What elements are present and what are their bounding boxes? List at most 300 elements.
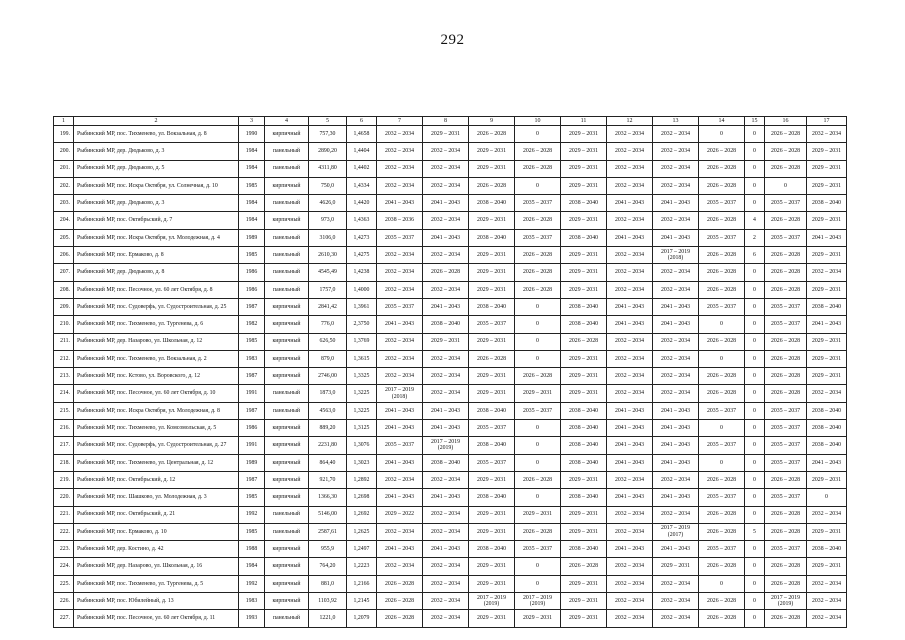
table-cell: Рыбинский МР, пос. Ермаково, д. 8 xyxy=(74,247,239,264)
table-cell: 2035 – 2037 xyxy=(469,316,515,333)
table-cell: 2029 – 2031 xyxy=(469,385,515,402)
table-cell: 2032 – 2034 xyxy=(807,126,847,143)
table-cell: 2038 – 2040 xyxy=(469,195,515,212)
table-cell: 2032 – 2034 xyxy=(377,264,423,281)
table-cell: 2035 – 2037 xyxy=(515,541,561,558)
table-cell: 2746,00 xyxy=(309,368,347,385)
table-cell: 2041 – 2043 xyxy=(653,298,699,315)
table-cell: 2038 – 2040 xyxy=(423,454,469,471)
table-cell: 2032 – 2034 xyxy=(807,575,847,592)
table-cell: 2026 – 2028 xyxy=(699,368,745,385)
table-cell: кирпичный xyxy=(265,177,309,194)
table-cell: Рыбинский МР, дер. Дюдьково, д. 8 xyxy=(74,264,239,281)
table-cell: 223. xyxy=(54,541,74,558)
table-cell: 1985 xyxy=(239,247,265,264)
table-cell: 2041 – 2043 xyxy=(653,437,699,454)
table-cell: 2029 – 2031 xyxy=(423,126,469,143)
table-cell: 1,2145 xyxy=(347,593,377,610)
table-cell: Рыбинский МР, пос. Искра Октября, ул. Молодежная, д. 4 xyxy=(74,229,239,246)
table-cell: 2041 – 2043 xyxy=(377,454,423,471)
table-cell: Рыбинский МР, пос. Песочное, ул. 60 лет Октября, д. 10 xyxy=(74,385,239,402)
table-cell: 2038 – 2036 xyxy=(377,212,423,229)
table-cell: 2017 – 2019 (2019) xyxy=(423,437,469,454)
table-cell: Рыбинский МР, пос. Тихменево, ул. Центральная, д. 12 xyxy=(74,454,239,471)
table-cell: 2026 – 2028 xyxy=(699,558,745,575)
table-cell: 2032 – 2034 xyxy=(653,333,699,350)
table-cell: 2032 – 2034 xyxy=(423,558,469,575)
table-cell: 2032 – 2034 xyxy=(653,610,699,627)
table-cell: панельный xyxy=(265,160,309,177)
table-cell: 2029 – 2031 xyxy=(807,281,847,298)
table-cell: 1,2692 xyxy=(347,506,377,523)
table-cell: 1,3225 xyxy=(347,402,377,419)
table-cell: 2032 – 2034 xyxy=(607,264,653,281)
table-cell: 2032 – 2034 xyxy=(423,593,469,610)
table-cell: 1103,92 xyxy=(309,593,347,610)
table-cell: 1983 xyxy=(239,593,265,610)
table-cell: 2038 – 2040 xyxy=(807,541,847,558)
table-cell: 2032 – 2034 xyxy=(807,593,847,610)
table-cell: 2035 – 2037 xyxy=(765,437,807,454)
table-cell: Рыбинский МР, пос. Тихменево, ул. Тургенева, д. 5 xyxy=(74,575,239,592)
table-cell: 750,0 xyxy=(309,177,347,194)
table-cell: 2041 – 2043 xyxy=(607,454,653,471)
table-cell: 1366,30 xyxy=(309,489,347,506)
table-cell: 0 xyxy=(807,489,847,506)
table-cell: 1989 xyxy=(239,454,265,471)
table-cell: 2032 – 2034 xyxy=(607,126,653,143)
table-cell: 2029 – 2031 xyxy=(807,212,847,229)
table-cell: 626,50 xyxy=(309,333,347,350)
table-cell: 2035 – 2037 xyxy=(699,229,745,246)
table-cell: панельный xyxy=(265,402,309,419)
table-cell: 0 xyxy=(515,489,561,506)
table-cell: 0 xyxy=(515,437,561,454)
table-cell: 2032 – 2034 xyxy=(607,333,653,350)
table-cell: 2035 – 2037 xyxy=(765,402,807,419)
table-cell: 2029 – 2031 xyxy=(469,212,515,229)
table-cell: 2029 – 2031 xyxy=(469,506,515,523)
table-cell: 2041 – 2043 xyxy=(653,402,699,419)
table-cell: 2035 – 2037 xyxy=(515,402,561,419)
table-cell: 2032 – 2034 xyxy=(807,506,847,523)
table-cell: кирпичный xyxy=(265,126,309,143)
table-cell: 2029 – 2031 xyxy=(515,385,561,402)
table-cell: кирпичный xyxy=(265,333,309,350)
table-row xyxy=(54,541,847,558)
table-cell: 2029 – 2031 xyxy=(469,333,515,350)
table-cell: 2032 – 2034 xyxy=(653,385,699,402)
table-row xyxy=(54,402,847,419)
table-cell: 2032 – 2034 xyxy=(653,212,699,229)
register-body xyxy=(54,117,847,628)
table-cell: 2029 – 2031 xyxy=(807,350,847,367)
table-cell: 0 xyxy=(745,264,765,281)
table-cell: 764,20 xyxy=(309,558,347,575)
column-number-cell: 5 xyxy=(309,117,347,126)
table-cell: 3106,0 xyxy=(309,229,347,246)
table-cell: 2032 – 2034 xyxy=(807,385,847,402)
table-cell: Рыбинский МР, пос. Тихменево, ул. Вокзальная, д. 2 xyxy=(74,350,239,367)
table-cell: 2026 – 2028 xyxy=(765,143,807,160)
table-cell: 1,3125 xyxy=(347,420,377,437)
table-row xyxy=(54,126,847,143)
column-number-cell: 1 xyxy=(54,117,74,126)
table-cell: 2041 – 2043 xyxy=(607,420,653,437)
table-cell: 2026 – 2028 xyxy=(699,281,745,298)
table-cell: 2026 – 2028 xyxy=(515,143,561,160)
table-cell: 2026 – 2028 xyxy=(699,247,745,264)
table-cell: 2026 – 2028 xyxy=(469,126,515,143)
table-cell: 2038 – 2040 xyxy=(561,541,607,558)
table-cell: 2029 – 2031 xyxy=(561,264,607,281)
table-cell: 1988 xyxy=(239,541,265,558)
table-cell: 2032 – 2034 xyxy=(377,247,423,264)
table-cell: 2041 – 2043 xyxy=(653,454,699,471)
table-cell: 2029 – 2031 xyxy=(561,126,607,143)
table-cell: 879,0 xyxy=(309,350,347,367)
table-cell: 2029 – 2031 xyxy=(423,333,469,350)
table-cell: 1985 xyxy=(239,489,265,506)
table-cell: 2038 – 2040 xyxy=(561,195,607,212)
table-cell: 2032 – 2034 xyxy=(423,575,469,592)
table-cell: 225. xyxy=(54,575,74,592)
table-cell: 2029 – 2031 xyxy=(561,247,607,264)
table-row xyxy=(54,437,847,454)
table-cell: 2026 – 2028 xyxy=(699,610,745,627)
table-cell: 2041 – 2043 xyxy=(423,541,469,558)
table-cell: Рыбинский МР, пос. Кстово, ул. Воровского, д. 12 xyxy=(74,368,239,385)
table-cell: 2026 – 2028 xyxy=(515,471,561,488)
table-cell: 2890,20 xyxy=(309,143,347,160)
table-cell: 1,4000 xyxy=(347,281,377,298)
table-cell: кирпичный xyxy=(265,420,309,437)
table-cell: кирпичный xyxy=(265,316,309,333)
table-cell: 227. xyxy=(54,610,74,627)
table-cell: 921,70 xyxy=(309,471,347,488)
table-cell: 0 xyxy=(745,195,765,212)
table-cell: 2041 – 2043 xyxy=(807,454,847,471)
table-cell: 2041 – 2043 xyxy=(607,541,653,558)
table-cell: 4311,80 xyxy=(309,160,347,177)
table-cell: 222. xyxy=(54,523,74,540)
table-cell: 2032 – 2034 xyxy=(423,610,469,627)
table-cell: 776,0 xyxy=(309,316,347,333)
table-cell: 226. xyxy=(54,593,74,610)
table-cell: 1,3023 xyxy=(347,454,377,471)
table-cell: кирпичный xyxy=(265,489,309,506)
table-cell: 2041 – 2043 xyxy=(653,195,699,212)
table-cell: 2035 – 2037 xyxy=(469,420,515,437)
table-cell: 1982 xyxy=(239,316,265,333)
table-cell: 2026 – 2028 xyxy=(765,385,807,402)
table-cell: 0 xyxy=(745,160,765,177)
table-cell: 2032 – 2034 xyxy=(377,160,423,177)
table-cell: 2032 – 2034 xyxy=(653,471,699,488)
table-cell: Рыбинский МР, дер. Назарово, ул. Школьная, д. 12 xyxy=(74,333,239,350)
table-cell: 1873,0 xyxy=(309,385,347,402)
table-cell: 2841,42 xyxy=(309,298,347,315)
table-cell: 2041 – 2043 xyxy=(653,489,699,506)
table-cell: 2032 – 2034 xyxy=(653,264,699,281)
table-cell: 2029 – 2031 xyxy=(515,610,561,627)
table-cell: 2026 – 2028 xyxy=(515,160,561,177)
table-row xyxy=(54,368,847,385)
table-cell: 6 xyxy=(745,247,765,264)
table-cell: 2029 – 2031 xyxy=(807,558,847,575)
table-cell: 211. xyxy=(54,333,74,350)
table-cell: 2017 – 2019 (2018) xyxy=(653,247,699,264)
table-cell: 1993 xyxy=(239,610,265,627)
table-cell: панельный xyxy=(265,281,309,298)
table-cell: 2029 – 2022 xyxy=(377,506,423,523)
table-cell: 2041 – 2043 xyxy=(423,298,469,315)
table-cell: 2029 – 2031 xyxy=(807,523,847,540)
table-cell: 2035 – 2037 xyxy=(699,489,745,506)
table-cell: 2026 – 2028 xyxy=(765,160,807,177)
table-cell: 2,3750 xyxy=(347,316,377,333)
table-cell: 2032 – 2034 xyxy=(607,471,653,488)
table-cell: 200. xyxy=(54,143,74,160)
table-cell: 2041 – 2043 xyxy=(377,420,423,437)
table-cell: 2026 – 2028 xyxy=(765,126,807,143)
table-cell: 209. xyxy=(54,298,74,315)
table-cell: 2026 – 2028 xyxy=(765,350,807,367)
column-number-cell: 2 xyxy=(74,117,239,126)
table-cell: 2035 – 2037 xyxy=(377,298,423,315)
table-cell: 2032 – 2034 xyxy=(653,177,699,194)
table-cell: 2026 – 2028 xyxy=(765,471,807,488)
table-cell: 2041 – 2043 xyxy=(377,402,423,419)
table-cell: 1,3225 xyxy=(347,385,377,402)
table-cell: 2041 – 2043 xyxy=(423,489,469,506)
table-cell: 2029 – 2031 xyxy=(469,143,515,160)
table-cell: 220. xyxy=(54,489,74,506)
table-cell: 2032 – 2034 xyxy=(607,368,653,385)
table-cell: 0 xyxy=(745,593,765,610)
table-cell: 216. xyxy=(54,420,74,437)
table-cell: 2038 – 2040 xyxy=(469,437,515,454)
table-cell: 2587,61 xyxy=(309,523,347,540)
table-cell: 2029 – 2031 xyxy=(807,160,847,177)
column-number-cell: 7 xyxy=(377,117,423,126)
table-cell: 213. xyxy=(54,368,74,385)
table-cell: 2026 – 2028 xyxy=(699,160,745,177)
table-cell: 2032 – 2034 xyxy=(423,506,469,523)
table-cell: 2041 – 2043 xyxy=(607,489,653,506)
table-cell: 2026 – 2028 xyxy=(765,523,807,540)
table-cell: 2029 – 2031 xyxy=(561,385,607,402)
table-cell: 0 xyxy=(765,177,807,194)
table-cell: 205. xyxy=(54,229,74,246)
table-cell: Рыбинский МР, пос. Искра Октября, ул. Молодежная, д. 8 xyxy=(74,402,239,419)
table-cell: 2032 – 2034 xyxy=(423,160,469,177)
table-cell: 2029 – 2031 xyxy=(469,523,515,540)
column-number-cell: 9 xyxy=(469,117,515,126)
table-cell: 1,2079 xyxy=(347,610,377,627)
column-number-cell: 3 xyxy=(239,117,265,126)
table-cell: 2035 – 2037 xyxy=(765,489,807,506)
table-row xyxy=(54,420,847,437)
table-cell: 2029 – 2031 xyxy=(469,575,515,592)
table-cell: 2026 – 2028 xyxy=(765,333,807,350)
table-cell: 2026 – 2028 xyxy=(515,247,561,264)
table-cell: 2035 – 2037 xyxy=(377,437,423,454)
column-number-cell: 17 xyxy=(807,117,847,126)
table-cell: 0 xyxy=(515,316,561,333)
table-cell: 2029 – 2031 xyxy=(469,368,515,385)
table-cell: 2038 – 2040 xyxy=(807,420,847,437)
table-cell: 0 xyxy=(745,420,765,437)
table-cell: 2032 – 2034 xyxy=(607,177,653,194)
table-cell: 1757,0 xyxy=(309,281,347,298)
table-cell: 217. xyxy=(54,437,74,454)
table-cell: 2041 – 2043 xyxy=(377,541,423,558)
table-cell: 2035 – 2037 xyxy=(765,420,807,437)
table-cell: 2026 – 2028 xyxy=(515,281,561,298)
table-cell: 1987 xyxy=(239,368,265,385)
table-cell: 2035 – 2037 xyxy=(515,229,561,246)
table-cell: 2026 – 2028 xyxy=(515,212,561,229)
table-cell: 2026 – 2028 xyxy=(377,593,423,610)
table-cell: 2017 – 2019 (2019) xyxy=(515,593,561,610)
table-cell: 1,4404 xyxy=(347,143,377,160)
table-cell: 5146,00 xyxy=(309,506,347,523)
table-cell: 2041 – 2043 xyxy=(377,316,423,333)
table-cell: 2032 – 2034 xyxy=(607,247,653,264)
table-cell: кирпичный xyxy=(265,558,309,575)
table-cell: 2029 – 2031 xyxy=(561,281,607,298)
table-cell: 2038 – 2040 xyxy=(469,489,515,506)
table-cell: панельный xyxy=(265,506,309,523)
table-cell: 2032 – 2034 xyxy=(423,143,469,160)
table-cell: панельный xyxy=(265,385,309,402)
table-cell: 0 xyxy=(515,177,561,194)
table-cell: 208. xyxy=(54,281,74,298)
table-cell: 2035 – 2037 xyxy=(765,541,807,558)
table-cell: 881,0 xyxy=(309,575,347,592)
table-cell: 2038 – 2040 xyxy=(807,298,847,315)
table-row xyxy=(54,610,847,627)
table-cell: 2017 – 2019 (2019) xyxy=(765,593,807,610)
table-cell: Рыбинский МР, пос. Октябрьский, д. 7 xyxy=(74,212,239,229)
table-cell: 1986 xyxy=(239,420,265,437)
table-cell: 2038 – 2040 xyxy=(469,402,515,419)
table-cell: 2041 – 2043 xyxy=(423,195,469,212)
table-cell: Рыбинский МР, пос. Тихменево, ул. Вокзальная, д. 8 xyxy=(74,126,239,143)
table-cell: 0 xyxy=(745,281,765,298)
table-row xyxy=(54,523,847,540)
table-cell: 2017 – 2019 (2017) xyxy=(653,523,699,540)
table-cell: 2029 – 2031 xyxy=(561,212,607,229)
table-cell: 2026 – 2028 xyxy=(561,333,607,350)
table-cell: 2041 – 2043 xyxy=(423,229,469,246)
table-cell: 1221,0 xyxy=(309,610,347,627)
table-cell: 1,2625 xyxy=(347,523,377,540)
table-cell: 201. xyxy=(54,160,74,177)
table-cell: 1,4238 xyxy=(347,264,377,281)
table-cell: 2026 – 2028 xyxy=(469,350,515,367)
table-cell: 2029 – 2031 xyxy=(807,247,847,264)
table-cell: 2029 – 2031 xyxy=(561,593,607,610)
table-cell: 2035 – 2037 xyxy=(515,195,561,212)
table-cell: 2026 – 2028 xyxy=(765,506,807,523)
table-cell: 2029 – 2031 xyxy=(807,177,847,194)
table-cell: 2029 – 2031 xyxy=(807,333,847,350)
table-cell: 2032 – 2034 xyxy=(607,350,653,367)
table-cell: 2231,80 xyxy=(309,437,347,454)
table-cell: панельный xyxy=(265,264,309,281)
table-cell: 0 xyxy=(745,454,765,471)
table-cell: 2035 – 2037 xyxy=(699,541,745,558)
table-row xyxy=(54,454,847,471)
table-cell: 207. xyxy=(54,264,74,281)
table-cell: 2032 – 2034 xyxy=(423,350,469,367)
table-cell: 0 xyxy=(745,575,765,592)
column-number-cell: 15 xyxy=(745,117,765,126)
table-cell: кирпичный xyxy=(265,454,309,471)
column-number-cell: 11 xyxy=(561,117,607,126)
table-cell: 0 xyxy=(515,454,561,471)
table-cell: 1985 xyxy=(239,523,265,540)
table-cell: 204. xyxy=(54,212,74,229)
page-number: 292 xyxy=(440,32,465,48)
table-cell: 0 xyxy=(515,420,561,437)
table-cell: 2610,30 xyxy=(309,247,347,264)
table-cell: 2032 – 2034 xyxy=(423,177,469,194)
table-cell: 2026 – 2028 xyxy=(765,281,807,298)
table-cell: 2038 – 2040 xyxy=(469,298,515,315)
table-cell: 0 xyxy=(699,126,745,143)
table-cell: 1984 xyxy=(239,212,265,229)
table-cell: 2038 – 2040 xyxy=(561,454,607,471)
table-cell: 2029 – 2031 xyxy=(561,471,607,488)
table-cell: 0 xyxy=(745,298,765,315)
table-cell: панельный xyxy=(265,247,309,264)
table-cell: 214. xyxy=(54,385,74,402)
table-cell: 2032 – 2034 xyxy=(377,558,423,575)
table-cell: 4563,0 xyxy=(309,402,347,419)
table-cell: 4 xyxy=(745,212,765,229)
table-cell: 2041 – 2043 xyxy=(607,298,653,315)
table-row xyxy=(54,229,847,246)
table-cell: 1,2166 xyxy=(347,575,377,592)
table-cell: 2032 – 2034 xyxy=(607,558,653,575)
table-cell: 2041 – 2043 xyxy=(653,316,699,333)
table-cell: 2026 – 2028 xyxy=(699,333,745,350)
table-cell: кирпичный xyxy=(265,368,309,385)
table-row xyxy=(54,350,847,367)
table-cell: Рыбинский МР, пос. Октябрьский, д. 21 xyxy=(74,506,239,523)
column-number-cell: 12 xyxy=(607,117,653,126)
table-cell: 2041 – 2043 xyxy=(423,402,469,419)
table-cell: кирпичный xyxy=(265,541,309,558)
table-cell: 4626,0 xyxy=(309,195,347,212)
table-cell: 2032 – 2034 xyxy=(377,523,423,540)
column-number-cell: 10 xyxy=(515,117,561,126)
table-cell: 1987 xyxy=(239,402,265,419)
table-cell: 2038 – 2040 xyxy=(561,420,607,437)
table-cell: 1991 xyxy=(239,385,265,402)
table-cell: 2032 – 2034 xyxy=(607,385,653,402)
table-cell: 1983 xyxy=(239,350,265,367)
table-cell: 2032 – 2034 xyxy=(423,212,469,229)
table-cell: 2029 – 2031 xyxy=(515,506,561,523)
table-cell: 2029 – 2031 xyxy=(561,368,607,385)
table-cell: 2032 – 2034 xyxy=(423,385,469,402)
table-cell: 2032 – 2034 xyxy=(377,333,423,350)
table-cell: 202. xyxy=(54,177,74,194)
